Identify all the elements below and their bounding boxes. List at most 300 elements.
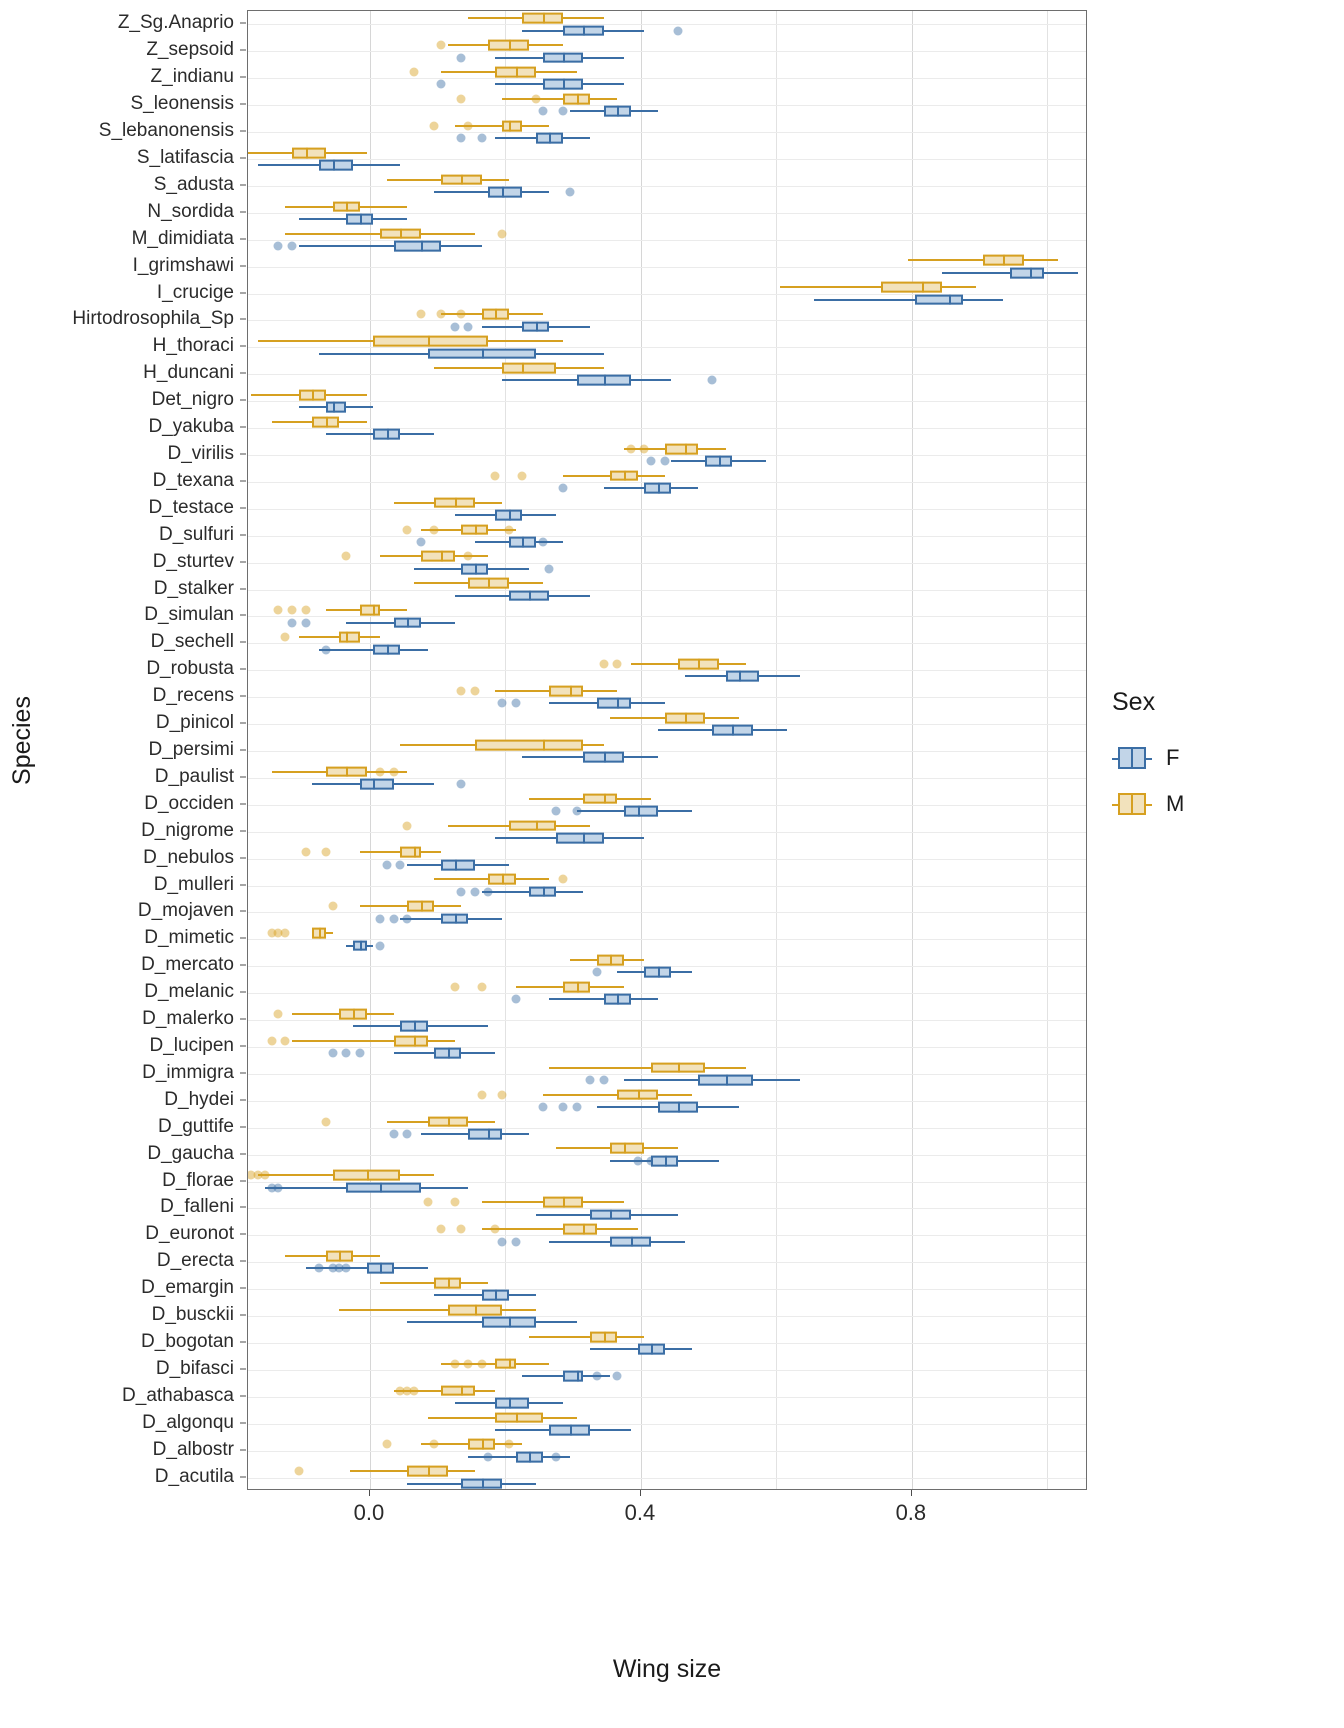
grid-line-row bbox=[248, 1370, 1086, 1371]
y-tick-mark bbox=[240, 158, 246, 159]
legend bbox=[1112, 688, 1312, 827]
y-tick-label: Z_indianu bbox=[150, 66, 234, 88]
y-tick-mark bbox=[240, 615, 246, 616]
boxplot-whisker bbox=[549, 1067, 745, 1069]
y-tick-mark bbox=[240, 104, 246, 105]
y-tick-mark bbox=[240, 1476, 246, 1477]
y-tick-label: D_mercato bbox=[141, 954, 234, 976]
boxplot-box bbox=[400, 847, 420, 858]
boxplot-median bbox=[360, 940, 362, 951]
grid-line-row bbox=[248, 536, 1086, 537]
y-tick-label: I_grimshawi bbox=[132, 254, 234, 276]
grid-line-row bbox=[248, 1289, 1086, 1290]
y-tick-mark bbox=[240, 1395, 246, 1396]
y-tick-mark bbox=[240, 480, 246, 481]
outlier-point bbox=[552, 807, 561, 816]
boxplot-median bbox=[678, 1062, 680, 1073]
outlier-point bbox=[504, 525, 513, 534]
boxplot-median bbox=[604, 375, 606, 386]
grid-line-major bbox=[641, 11, 642, 1489]
outlier-point bbox=[437, 80, 446, 89]
boxplot-median bbox=[495, 309, 497, 320]
x-tick-mark bbox=[640, 1490, 641, 1496]
grid-line-row bbox=[248, 993, 1086, 994]
boxplot-box bbox=[360, 779, 394, 790]
boxplot-median bbox=[495, 1290, 497, 1301]
y-tick-mark bbox=[240, 1126, 246, 1127]
boxplot-median bbox=[583, 1224, 585, 1235]
boxplot-median bbox=[360, 214, 362, 225]
outlier-point bbox=[477, 982, 486, 991]
outlier-point bbox=[477, 134, 486, 143]
boxplot-median bbox=[638, 806, 640, 817]
boxplot-median bbox=[610, 955, 612, 966]
outlier-point bbox=[409, 68, 418, 77]
outlier-point bbox=[281, 929, 290, 938]
grid-line-row bbox=[248, 105, 1086, 106]
grid-line-row bbox=[248, 320, 1086, 321]
grid-line-row bbox=[248, 805, 1086, 806]
outlier-point bbox=[457, 310, 466, 319]
boxplot-box bbox=[360, 605, 380, 616]
outlier-point bbox=[511, 699, 520, 708]
y-tick-label: D_recens bbox=[152, 685, 234, 707]
outlier-point bbox=[288, 606, 297, 615]
y-tick-label: D_busckii bbox=[151, 1304, 234, 1326]
boxplot-median bbox=[373, 779, 375, 790]
outlier-point bbox=[599, 660, 608, 669]
outlier-point bbox=[389, 1129, 398, 1138]
grid-line-minor bbox=[1047, 11, 1048, 1489]
y-tick-mark bbox=[240, 131, 246, 132]
y-tick-mark bbox=[240, 77, 246, 78]
y-tick-label: D_sturtev bbox=[152, 550, 234, 572]
boxplot-median bbox=[455, 913, 457, 924]
outlier-point bbox=[626, 444, 635, 453]
boxplot-median bbox=[529, 1451, 531, 1462]
y-tick-label: D_gaucha bbox=[147, 1142, 234, 1164]
outlier-point bbox=[382, 1440, 391, 1449]
outlier-point bbox=[484, 1452, 493, 1461]
boxplot-median bbox=[475, 1305, 477, 1316]
boxplot-median bbox=[306, 147, 308, 158]
y-tick-mark bbox=[240, 346, 246, 347]
y-tick-mark bbox=[240, 750, 246, 751]
boxplot-median bbox=[651, 1344, 653, 1355]
grid-line-row bbox=[248, 1074, 1086, 1075]
grid-line-row bbox=[248, 132, 1086, 133]
boxplot-median bbox=[461, 1385, 463, 1396]
boxplot-median bbox=[1030, 267, 1032, 278]
outlier-point bbox=[538, 537, 547, 546]
boxplot-median bbox=[488, 578, 490, 589]
outlier-point bbox=[274, 1009, 283, 1018]
y-tick-mark bbox=[240, 1422, 246, 1423]
outlier-point bbox=[660, 457, 669, 466]
outlier-point bbox=[437, 41, 446, 50]
boxplot-median bbox=[665, 1155, 667, 1166]
boxplot-median bbox=[685, 713, 687, 724]
grid-line-row bbox=[248, 186, 1086, 187]
outlier-point bbox=[592, 968, 601, 977]
y-tick-label: Hirtodrosophila_Sp bbox=[72, 308, 234, 330]
boxplot-median bbox=[488, 1129, 490, 1140]
outlier-point bbox=[464, 1359, 473, 1368]
outlier-point bbox=[559, 107, 568, 116]
y-tick-mark bbox=[240, 1072, 246, 1073]
y-tick-mark bbox=[240, 1207, 246, 1208]
boxplot-median bbox=[543, 886, 545, 897]
boxplot-box bbox=[502, 121, 522, 132]
y-tick-label: D_acutila bbox=[154, 1465, 234, 1487]
grid-line-row bbox=[248, 1235, 1086, 1236]
y-tick-mark bbox=[240, 561, 246, 562]
outlier-point bbox=[274, 606, 283, 615]
boxplot-box bbox=[495, 1398, 529, 1409]
y-tick-label: S_latifascia bbox=[136, 147, 234, 168]
grid-line-row bbox=[248, 1343, 1086, 1344]
boxplot-median bbox=[658, 483, 660, 494]
y-tick-label: D_melanic bbox=[144, 981, 234, 1003]
boxplot-median bbox=[604, 752, 606, 763]
boxplot-box bbox=[394, 241, 441, 252]
outlier-point bbox=[437, 1225, 446, 1234]
y-tick-mark bbox=[240, 803, 246, 804]
boxplot-median bbox=[529, 590, 531, 601]
outlier-point bbox=[457, 686, 466, 695]
grid-line-row bbox=[248, 347, 1086, 348]
outlier-point bbox=[342, 552, 351, 561]
boxplot-median bbox=[732, 725, 734, 736]
y-tick-label: D_albostr bbox=[152, 1438, 234, 1460]
grid-line-row bbox=[248, 1020, 1086, 1021]
boxplot-whisker bbox=[292, 1040, 455, 1042]
boxplot-median bbox=[543, 13, 545, 24]
boxplot-median bbox=[333, 160, 335, 171]
outlier-point bbox=[437, 310, 446, 319]
boxplot-median bbox=[583, 25, 585, 36]
boxplot-median bbox=[421, 901, 423, 912]
boxplot-median bbox=[326, 417, 328, 428]
grid-line-row bbox=[248, 563, 1086, 564]
y-tick-label: D_malerko bbox=[142, 1008, 234, 1030]
boxplot-median bbox=[380, 1182, 382, 1193]
outlier-point bbox=[552, 1452, 561, 1461]
boxplot-median bbox=[719, 456, 721, 467]
y-tick-mark bbox=[240, 50, 246, 51]
grid-line-row bbox=[248, 751, 1086, 752]
y-tick-label: D_hydei bbox=[164, 1088, 234, 1110]
y-tick-mark bbox=[240, 1153, 246, 1154]
outlier-point bbox=[538, 107, 547, 116]
boxplot-box bbox=[563, 1224, 597, 1235]
outlier-point bbox=[464, 121, 473, 130]
outlier-point bbox=[477, 1090, 486, 1099]
outlier-point bbox=[389, 767, 398, 776]
grid-line-row bbox=[248, 51, 1086, 52]
outlier-point bbox=[376, 941, 385, 950]
outlier-point bbox=[457, 94, 466, 103]
outlier-point bbox=[301, 848, 310, 857]
grid-line-row bbox=[248, 724, 1086, 725]
y-tick-label: D_emargin bbox=[141, 1277, 234, 1299]
boxplot-whisker bbox=[502, 98, 617, 100]
boxplot-median bbox=[536, 820, 538, 831]
boxplot-median bbox=[604, 1331, 606, 1342]
y-tick-mark bbox=[240, 857, 246, 858]
grid-line-row bbox=[248, 455, 1086, 456]
boxplot-median bbox=[549, 133, 551, 144]
outlier-point bbox=[511, 995, 520, 1004]
y-tick-label: D_bifasci bbox=[155, 1357, 234, 1379]
y-tick-label: D_pinicol bbox=[155, 712, 234, 734]
boxplot-median bbox=[739, 671, 741, 682]
boxplot-whisker bbox=[529, 1336, 644, 1338]
y-tick-label: D_algonqu bbox=[142, 1411, 234, 1433]
boxplot-median bbox=[319, 928, 321, 939]
y-tick-mark bbox=[240, 507, 246, 508]
y-tick-mark bbox=[240, 1180, 246, 1181]
boxplot-median bbox=[448, 1048, 450, 1059]
x-tick-mark bbox=[911, 1490, 912, 1496]
y-tick-label: Det_nigro bbox=[151, 389, 234, 411]
boxplot-median bbox=[482, 1439, 484, 1450]
outlier-point bbox=[321, 1117, 330, 1126]
y-tick-mark bbox=[240, 588, 246, 589]
outlier-point bbox=[301, 618, 310, 627]
y-tick-label: I_crucige bbox=[156, 281, 234, 303]
outlier-point bbox=[416, 537, 425, 546]
boxplot-median bbox=[949, 294, 951, 305]
y-tick-mark bbox=[240, 723, 246, 724]
outlier-point bbox=[457, 1225, 466, 1234]
boxplot-box bbox=[441, 859, 475, 870]
y-tick-label: D_virilis bbox=[167, 443, 234, 464]
y-tick-label: H_duncani bbox=[143, 362, 234, 384]
y-tick-label: D_occiden bbox=[144, 792, 234, 814]
boxplot-median bbox=[624, 1143, 626, 1154]
outlier-point bbox=[403, 1129, 412, 1138]
y-tick-mark bbox=[240, 292, 246, 293]
outlier-point bbox=[342, 1264, 351, 1273]
outlier-point bbox=[491, 1225, 500, 1234]
boxplot-median bbox=[333, 402, 335, 413]
y-tick-mark bbox=[240, 1342, 246, 1343]
y-tick-mark bbox=[240, 669, 246, 670]
outlier-point bbox=[294, 1467, 303, 1476]
y-tick-mark bbox=[240, 1019, 246, 1020]
outlier-point bbox=[403, 821, 412, 830]
y-tick-mark bbox=[240, 1315, 246, 1316]
boxplot-box bbox=[495, 1358, 515, 1369]
y-tick-label: D_mojaven bbox=[137, 900, 234, 922]
boxplot-median bbox=[414, 847, 416, 858]
boxplot-box bbox=[326, 402, 346, 413]
x-tick-label: 0.8 bbox=[895, 1500, 927, 1525]
y-tick-mark bbox=[240, 776, 246, 777]
outlier-point bbox=[342, 1049, 351, 1058]
y-tick-mark bbox=[240, 696, 246, 697]
grid-line-row bbox=[248, 832, 1086, 833]
y-tick-mark bbox=[240, 319, 246, 320]
y-tick-mark bbox=[240, 1046, 246, 1047]
boxplot-median bbox=[624, 470, 626, 481]
boxplot-box bbox=[488, 187, 522, 198]
outlier-point bbox=[477, 1359, 486, 1368]
outlier-point bbox=[430, 1440, 439, 1449]
boxplot-box bbox=[394, 1035, 428, 1046]
outlier-point bbox=[559, 875, 568, 884]
outlier-point bbox=[288, 241, 297, 250]
y-tick-mark bbox=[240, 427, 246, 428]
boxplot-median bbox=[346, 201, 348, 212]
grid-line-row bbox=[248, 78, 1086, 79]
boxplot-median bbox=[509, 1358, 511, 1369]
y-tick-label: N_sordida bbox=[147, 200, 234, 222]
boxplot-median bbox=[387, 429, 389, 440]
y-axis-title-text: Species bbox=[7, 695, 36, 785]
outlier-point bbox=[464, 552, 473, 561]
boxplot-median bbox=[509, 1317, 511, 1328]
y-tick-mark bbox=[240, 938, 246, 939]
x-tick-label: 0.0 bbox=[353, 1500, 385, 1525]
boxplot-median bbox=[455, 859, 457, 870]
outlier-point bbox=[457, 53, 466, 62]
boxplot-median bbox=[428, 336, 430, 347]
boxplot-median bbox=[617, 106, 619, 117]
legend-item-f[interactable] bbox=[1112, 735, 1312, 781]
y-tick-label: M_dimidiata bbox=[131, 227, 234, 249]
boxplot-median bbox=[563, 1197, 565, 1208]
outlier-point bbox=[470, 887, 479, 896]
y-tick-mark bbox=[240, 1261, 246, 1262]
y-tick-mark bbox=[240, 1288, 246, 1289]
grid-line-row bbox=[248, 1478, 1086, 1479]
y-tick-label: S_lebanonensis bbox=[98, 120, 234, 142]
outlier-point bbox=[376, 767, 385, 776]
outlier-point bbox=[498, 229, 507, 238]
y-tick-mark bbox=[240, 211, 246, 212]
boxplot-median bbox=[461, 174, 463, 185]
y-tick-label: D_sechell bbox=[150, 631, 234, 653]
legend-items bbox=[1112, 735, 1312, 827]
y-tick-label: D_immigra bbox=[142, 1061, 234, 1083]
outlier-point bbox=[355, 1049, 364, 1058]
boxplot-median bbox=[698, 659, 700, 670]
boxplot-median bbox=[380, 1263, 382, 1274]
outlier-point bbox=[545, 564, 554, 573]
boxplot-median bbox=[482, 348, 484, 359]
outlier-point bbox=[260, 1171, 269, 1180]
boxplot-median bbox=[312, 390, 314, 401]
legend-key-icon bbox=[1112, 738, 1152, 778]
outlier-point bbox=[464, 322, 473, 331]
grid-line-row bbox=[248, 509, 1086, 510]
grid-line-row bbox=[248, 1451, 1086, 1452]
boxplot-box bbox=[441, 1385, 475, 1396]
boxplot-median bbox=[475, 563, 477, 574]
legend-item-m[interactable] bbox=[1112, 781, 1312, 827]
outlier-point bbox=[267, 1036, 276, 1045]
boxplot-box bbox=[421, 551, 455, 562]
outlier-point bbox=[538, 1103, 547, 1112]
grid-line-row bbox=[248, 267, 1086, 268]
y-tick-label: D_sulfuri bbox=[159, 523, 234, 545]
boxplot-median bbox=[522, 363, 524, 374]
outlier-point bbox=[403, 525, 412, 534]
grid-line-row bbox=[248, 1397, 1086, 1398]
boxplot-median bbox=[617, 994, 619, 1005]
y-tick-label: D_falleni bbox=[160, 1196, 234, 1218]
boxplot-box bbox=[373, 336, 488, 347]
outlier-point bbox=[518, 471, 527, 480]
y-tick-label: D_simulan bbox=[144, 604, 234, 626]
y-tick-label: D_nigrome bbox=[141, 819, 234, 841]
y-tick-label: D_athabasca bbox=[122, 1384, 234, 1406]
grid-line-row bbox=[248, 939, 1086, 940]
x-axis-title: Wing size bbox=[612, 1655, 722, 1683]
y-tick-mark bbox=[240, 642, 246, 643]
boxplot-median bbox=[407, 617, 409, 628]
boxplot-box bbox=[563, 1371, 583, 1382]
outlier-point bbox=[457, 887, 466, 896]
y-tick-mark bbox=[240, 965, 246, 966]
grid-line-row bbox=[248, 912, 1086, 913]
boxplot-median bbox=[604, 793, 606, 804]
y-tick-mark bbox=[240, 1449, 246, 1450]
grid-line-row bbox=[248, 401, 1086, 402]
y-tick-label: S_adusta bbox=[153, 173, 234, 195]
boxplot-box bbox=[468, 1129, 502, 1140]
y-tick-mark bbox=[240, 265, 246, 266]
grid-line-row bbox=[248, 590, 1086, 591]
boxplot-median bbox=[617, 698, 619, 709]
y-tick-mark bbox=[240, 373, 246, 374]
boxplot-box bbox=[624, 806, 658, 817]
outlier-point bbox=[565, 188, 574, 197]
boxplot-box bbox=[509, 820, 556, 831]
boxplot-median bbox=[346, 632, 348, 643]
y-tick-label: Z_sepsoid bbox=[146, 39, 234, 61]
boxplot-median bbox=[638, 1089, 640, 1100]
boxplot-median bbox=[414, 1021, 416, 1032]
boxplot-median bbox=[922, 282, 924, 293]
boxplot-median bbox=[509, 40, 511, 51]
y-tick-label: H_thoraci bbox=[152, 335, 234, 357]
boxplot-median bbox=[441, 551, 443, 562]
outlier-point bbox=[491, 471, 500, 480]
outlier-point bbox=[511, 1237, 520, 1246]
y-tick-label: D_stalker bbox=[153, 577, 234, 599]
outlier-point bbox=[592, 1372, 601, 1381]
grid-line-row bbox=[248, 859, 1086, 860]
outlier-point bbox=[484, 887, 493, 896]
y-tick-mark bbox=[240, 992, 246, 993]
boxplot-box bbox=[881, 282, 942, 293]
outlier-point bbox=[450, 982, 459, 991]
outlier-point bbox=[274, 1183, 283, 1192]
y-tick-label: D_persimi bbox=[148, 739, 234, 760]
boxplot-box bbox=[597, 698, 631, 709]
boxplot-median bbox=[516, 1412, 518, 1423]
boxplot-median bbox=[455, 497, 457, 508]
y-tick-label: D_erecta bbox=[156, 1250, 234, 1272]
y-tick-mark bbox=[240, 400, 246, 401]
y-tick-mark bbox=[240, 1234, 246, 1235]
boxplot-median bbox=[610, 1209, 612, 1220]
grid-line-row bbox=[248, 1424, 1086, 1425]
boxplot-whisker bbox=[780, 286, 976, 288]
